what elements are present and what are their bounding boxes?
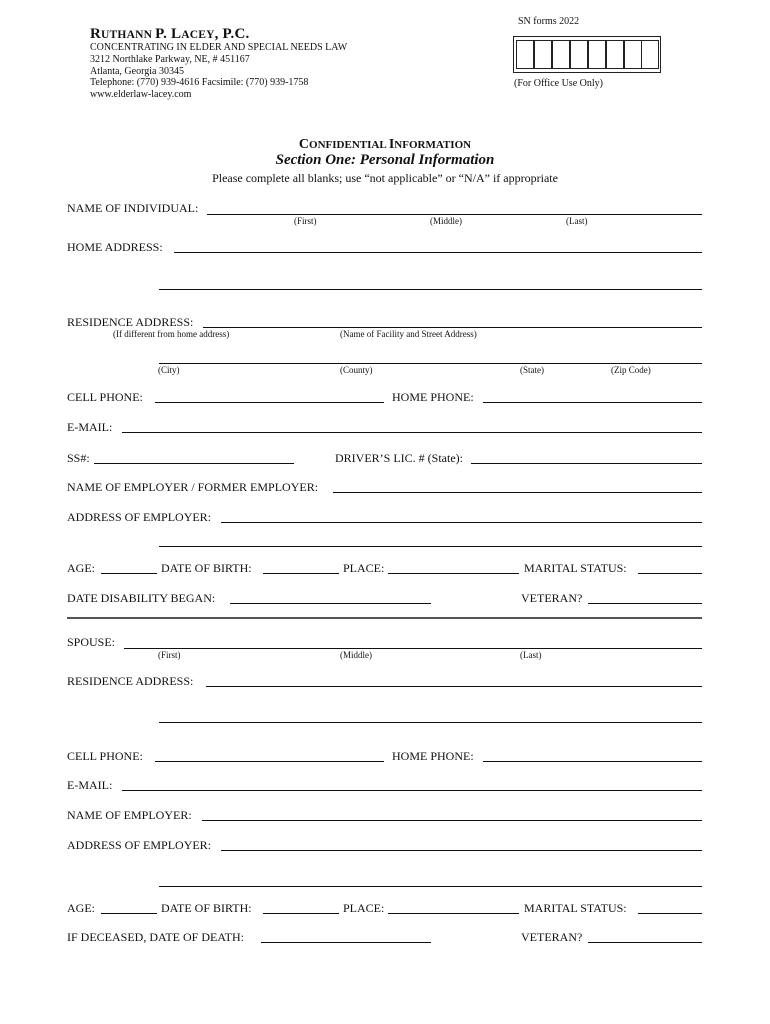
employer-label: NAME OF EMPLOYER / FORMER EMPLOYER:: [67, 480, 319, 494]
spouse-email-label: E-MAIL:: [67, 778, 113, 792]
place-field[interactable]: [388, 573, 519, 574]
spouse-age-field[interactable]: [101, 913, 157, 914]
zip-caption: (Zip Code): [611, 365, 651, 375]
spouse-residence-field-2[interactable]: [159, 722, 702, 723]
marital-status-label: MARITAL STATUS:: [524, 561, 627, 575]
office-use-box: [513, 36, 661, 73]
cell-phone-field[interactable]: [155, 402, 384, 403]
employer-address-field-2[interactable]: [159, 546, 702, 547]
facility-caption: (Name of Facility and Street Address): [340, 329, 477, 339]
email-label: E-MAIL:: [67, 420, 113, 434]
home-phone-field[interactable]: [483, 402, 702, 403]
spouse-veteran-field[interactable]: [588, 942, 702, 943]
city-caption: (City): [158, 365, 180, 375]
ss-field[interactable]: [94, 463, 294, 464]
name-field[interactable]: [207, 214, 702, 215]
spouse-cell-label: CELL PHONE:: [67, 749, 143, 763]
spouse-home-phone-field[interactable]: [483, 761, 702, 762]
ss-label: SS#:: [67, 451, 90, 465]
disability-date-label: DATE DISABILITY BEGAN:: [67, 591, 216, 605]
home-address-label: HOME ADDRESS:: [67, 240, 163, 254]
firm-name: RUTHANN P. LACEY, P.C.: [90, 26, 250, 42]
firm-specialty: CONCENTRATING IN ELDER AND SPECIAL NEEDS LAW: [90, 42, 348, 53]
drivers-license-label: DRIVER’S LIC. # (State):: [335, 451, 463, 465]
spouse-email-field[interactable]: [122, 790, 702, 791]
state-caption: (State): [520, 365, 544, 375]
veteran-field[interactable]: [588, 603, 702, 604]
sn-forms-label: SN forms 2022: [518, 16, 580, 27]
if-different-caption: (If different from home address): [113, 329, 230, 339]
section-heading: Section One: Personal Information: [275, 152, 495, 168]
spouse-marital-field[interactable]: [638, 913, 702, 914]
drivers-license-field[interactable]: [471, 463, 702, 464]
spouse-place-label: PLACE:: [343, 901, 385, 915]
residence-address-field[interactable]: [203, 327, 702, 328]
marital-status-field[interactable]: [638, 573, 702, 574]
spouse-cell-field[interactable]: [155, 761, 384, 762]
cell-phone-label: CELL PHONE:: [67, 390, 143, 404]
spouse-marital-label: MARITAL STATUS:: [524, 901, 627, 915]
city-state-field[interactable]: [159, 363, 702, 364]
name-label: NAME OF INDIVIDUAL:: [67, 201, 199, 215]
form-title: CONFIDENTIAL INFORMATION: [298, 137, 472, 152]
office-use-note: (For Office Use Only): [514, 78, 603, 89]
veteran-label: VETERAN?: [521, 591, 583, 605]
spouse-dob-field[interactable]: [263, 913, 339, 914]
spouse-residence-field[interactable]: [206, 686, 702, 687]
age-label: AGE:: [67, 561, 95, 575]
firm-website: www.elderlaw-lacey.com: [90, 89, 192, 100]
spouse-place-field[interactable]: [388, 913, 519, 914]
spouse-employer-label: NAME OF EMPLOYER:: [67, 808, 192, 822]
spouse-employer-address-field[interactable]: [221, 850, 702, 851]
spouse-age-label: AGE:: [67, 901, 95, 915]
employer-field[interactable]: [333, 492, 702, 493]
home-address-field-2[interactable]: [159, 289, 702, 290]
spouse-dob-label: DATE OF BIRTH:: [161, 901, 252, 915]
spouse-first-caption: (First): [158, 650, 181, 660]
spouse-label: SPOUSE:: [67, 635, 116, 649]
email-field[interactable]: [122, 432, 702, 433]
spouse-employer-address-field-2[interactable]: [159, 886, 702, 887]
employer-address-field[interactable]: [221, 522, 702, 523]
section-divider: [67, 617, 702, 619]
middle-caption: (Middle): [430, 216, 462, 226]
spouse-middle-caption: (Middle): [340, 650, 372, 660]
firm-phone: Telephone: (770) 939-4616 Facsimile: (770) 939-1758: [90, 77, 309, 88]
instructions: Please complete all blanks; use “not applicable” or “N/A” if appropriate: [212, 171, 558, 185]
spouse-name-field[interactable]: [124, 648, 702, 649]
spouse-last-caption: (Last): [520, 650, 542, 660]
home-phone-label: HOME PHONE:: [392, 390, 474, 404]
first-caption: (First): [294, 216, 317, 226]
spouse-residence-label: RESIDENCE ADDRESS:: [67, 674, 194, 688]
date-of-death-label: IF DECEASED, DATE OF DEATH:: [67, 930, 244, 944]
home-address-field[interactable]: [174, 252, 702, 253]
dob-field[interactable]: [263, 573, 339, 574]
disability-date-field[interactable]: [230, 603, 431, 604]
place-label: PLACE:: [343, 561, 385, 575]
firm-street: 3212 Northlake Parkway, NE, # 451167: [90, 54, 250, 65]
firm-city: Atlanta, Georgia 30345: [90, 66, 184, 77]
age-field[interactable]: [101, 573, 157, 574]
spouse-home-phone-label: HOME PHONE:: [392, 749, 474, 763]
employer-address-label: ADDRESS OF EMPLOYER:: [67, 510, 212, 524]
spouse-veteran-label: VETERAN?: [521, 930, 583, 944]
residence-address-label: RESIDENCE ADDRESS:: [67, 315, 194, 329]
date-of-death-field[interactable]: [261, 942, 431, 943]
county-caption: (County): [340, 365, 373, 375]
spouse-employer-address-label: ADDRESS OF EMPLOYER:: [67, 838, 212, 852]
spouse-employer-field[interactable]: [202, 820, 702, 821]
last-caption: (Last): [566, 216, 588, 226]
dob-label: DATE OF BIRTH:: [161, 561, 252, 575]
